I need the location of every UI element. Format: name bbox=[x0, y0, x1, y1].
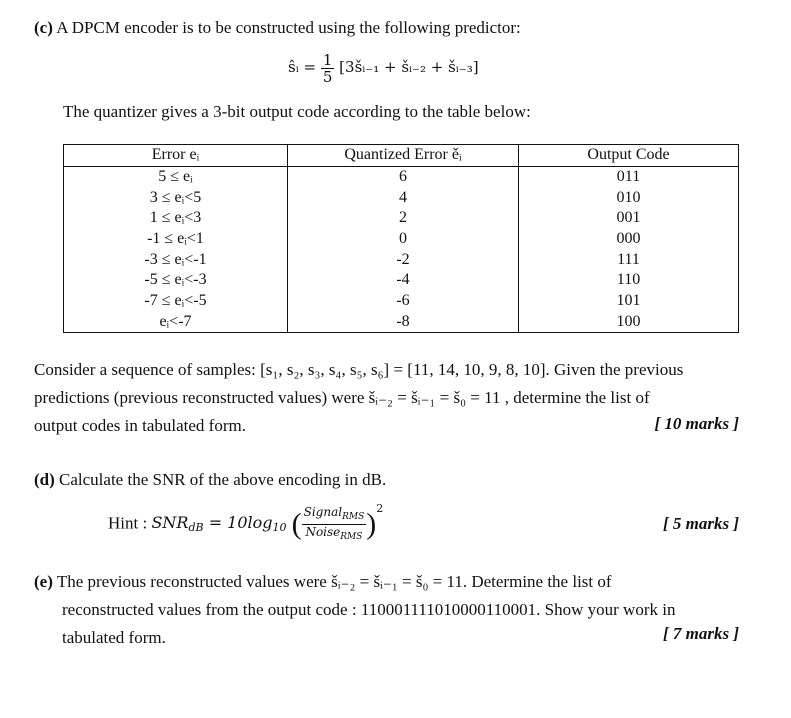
hint-noise-sub: RMS bbox=[340, 532, 363, 542]
part-c-label: (c) bbox=[34, 18, 53, 37]
hint-denominator bbox=[302, 525, 367, 544]
hint-fraction bbox=[302, 505, 367, 544]
cell-code: 010 bbox=[519, 187, 739, 208]
part-e-line-1: The previous reconstructed values were šᵢ₋₂ = šᵢ₋₁ = š₀ = 11. Determine the list of bbox=[56, 572, 612, 591]
hint-log: = 10log bbox=[208, 513, 273, 533]
cell-quantized: -2 bbox=[288, 249, 519, 270]
cell-error: 1 ≤ eᵢ<3 bbox=[64, 208, 288, 229]
part-e-marks: [ 7 marks ] bbox=[662, 624, 739, 643]
hint-label: Hint : bbox=[108, 513, 148, 533]
cell-quantized: 0 bbox=[288, 229, 519, 250]
formula-fraction bbox=[321, 52, 335, 85]
header-error: Error eᵢ bbox=[64, 145, 288, 167]
predictor-formula bbox=[288, 50, 479, 85]
table-row bbox=[64, 166, 739, 187]
formula-rhs: [3šᵢ₋₁ + šᵢ₋₂ + šᵢ₋₃] bbox=[339, 58, 479, 76]
quantizer-text: The quantizer gives a 3-bit output code according to the table below: bbox=[63, 102, 531, 121]
header-quantized-error: Quantized Error ěᵢ bbox=[288, 145, 519, 167]
cell-error: 5 ≤ eᵢ bbox=[64, 166, 288, 187]
part-e-label: (e) bbox=[34, 572, 53, 591]
part-d-marks: [ 5 marks ] bbox=[662, 514, 739, 533]
formula-denominator: 5 bbox=[322, 67, 333, 86]
cell-code: 111 bbox=[519, 249, 739, 270]
part-c-question bbox=[34, 356, 683, 440]
formula-numerator: 1 bbox=[322, 50, 333, 69]
part-d-heading bbox=[34, 470, 386, 490]
hint-numerator bbox=[302, 505, 367, 525]
formula-lhs: ŝᵢ = bbox=[288, 58, 317, 76]
part-d-question: Calculate the SNR of the above encoding in dB. bbox=[59, 470, 387, 489]
question-line-1: Consider a sequence of samples: [s₁, s₂, s₃, s₄, s₅, s₆] = [11, 14, 10, 9, 8, 10]. Given the previous bbox=[34, 360, 684, 379]
cell-error: eᵢ<-7 bbox=[64, 312, 288, 333]
snr-hint bbox=[108, 501, 384, 544]
table-row bbox=[64, 208, 739, 229]
hint-signal: Signal bbox=[303, 505, 343, 519]
part-c-intro: A DPCM encoder is to be constructed using the following predictor: bbox=[56, 18, 521, 37]
cell-code: 110 bbox=[519, 270, 739, 291]
cell-quantized: 4 bbox=[288, 187, 519, 208]
hint-log-sub: 10 bbox=[272, 521, 287, 535]
part-d-label: (d) bbox=[34, 470, 55, 489]
cell-quantized: 2 bbox=[288, 208, 519, 229]
quantizer-table bbox=[63, 144, 739, 333]
part-c-heading bbox=[34, 18, 521, 38]
hint-exponent: 2 bbox=[376, 501, 384, 515]
cell-code: 001 bbox=[519, 208, 739, 229]
part-e-block bbox=[34, 568, 675, 652]
hint-snr: SNR bbox=[151, 513, 189, 533]
hint-noise: Noise bbox=[305, 525, 341, 539]
hint-snr-sub: dB bbox=[188, 521, 204, 535]
cell-error: 3 ≤ eᵢ<5 bbox=[64, 187, 288, 208]
part-c-marks: [ 10 marks ] bbox=[654, 414, 739, 433]
table-row bbox=[64, 229, 739, 250]
table-row bbox=[64, 249, 739, 270]
left-paren-icon: ( bbox=[291, 507, 302, 541]
cell-quantized: 6 bbox=[288, 166, 519, 187]
header-output-code: Output Code bbox=[519, 145, 739, 167]
cell-quantized: -6 bbox=[288, 291, 519, 312]
cell-code: 100 bbox=[519, 312, 739, 333]
cell-error: -1 ≤ eᵢ<1 bbox=[64, 229, 288, 250]
cell-error: -3 ≤ eᵢ<-1 bbox=[64, 249, 288, 270]
cell-code: 101 bbox=[519, 291, 739, 312]
table-row bbox=[64, 270, 739, 291]
table-header-row bbox=[64, 145, 739, 167]
cell-quantized: -4 bbox=[288, 270, 519, 291]
table-row bbox=[64, 291, 739, 312]
cell-quantized: -8 bbox=[288, 312, 519, 333]
question-line-3: output codes in tabulated form. bbox=[34, 416, 246, 435]
table-row bbox=[64, 187, 739, 208]
cell-code: 000 bbox=[519, 229, 739, 250]
question-line-2: predictions (previous reconstructed values) were šᵢ₋₂ = šᵢ₋₁ = š₀ = 11 , determine the list of bbox=[34, 388, 650, 407]
part-e-line-2: reconstructed values from the output code : 110001111010000110001. Show your work in bbox=[62, 600, 676, 619]
cell-code: 011 bbox=[519, 166, 739, 187]
part-e-line-3: tabulated form. bbox=[62, 628, 166, 647]
right-paren-icon: ) bbox=[366, 507, 377, 541]
cell-error: -7 ≤ eᵢ<-5 bbox=[64, 291, 288, 312]
cell-error: -5 ≤ eᵢ<-3 bbox=[64, 270, 288, 291]
hint-signal-sub: RMS bbox=[342, 512, 365, 522]
table-row bbox=[64, 312, 739, 333]
